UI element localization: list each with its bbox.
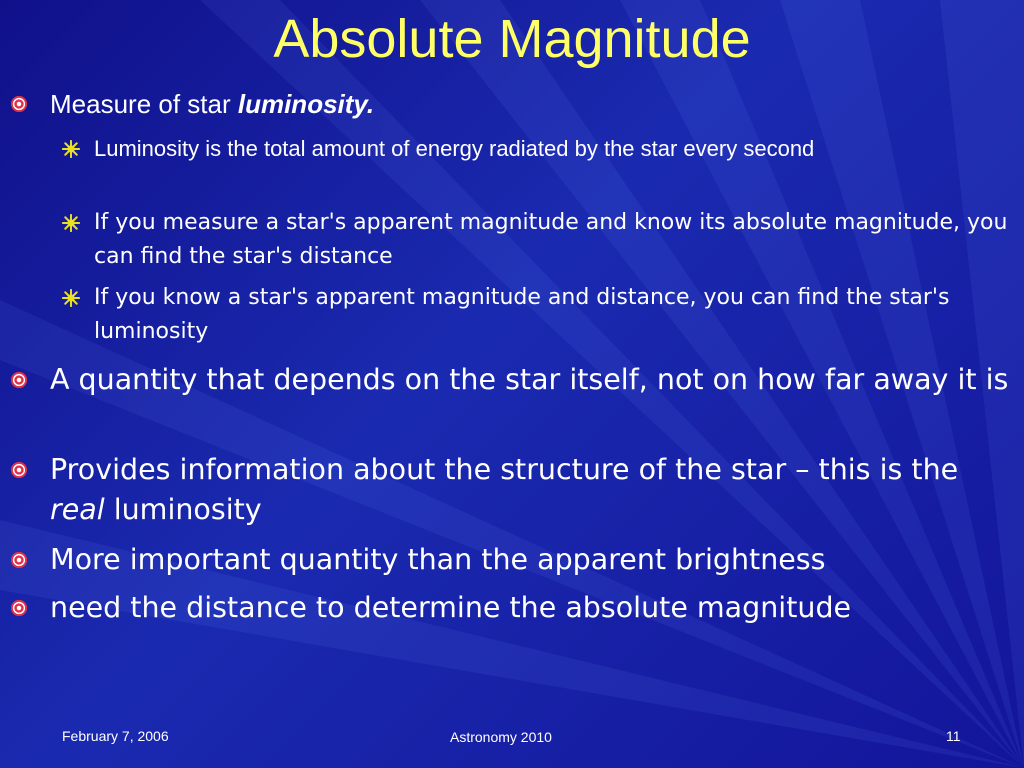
bullet-item — [50, 86, 1010, 122]
bullet-item — [50, 540, 1024, 580]
starburst-bullet-icon — [62, 289, 80, 307]
bullet-text: More important quantity than the apparent brightness — [50, 543, 826, 576]
swirl-bullet-icon — [10, 599, 28, 617]
footer-date: February 7, 2006 — [62, 728, 169, 744]
bullet-text: Provides information about the structure of the star – this is the real luminosity — [50, 453, 959, 526]
slide-title: Absolute Magnitude — [273, 9, 751, 69]
sub-bullet-text: If you measure a star's apparent magnitude and know its absolute magnitude, you can find the star's distance — [94, 210, 1008, 269]
sub-bullet-text: Luminosity is the total amount of energy radiated by the star every second — [94, 136, 815, 161]
footer-course: Astronomy 2010 — [450, 729, 552, 745]
sub-bullet-item — [94, 281, 1014, 349]
bullet-item — [50, 360, 1010, 400]
sub-bullet-item — [94, 206, 1014, 274]
bullet-item — [50, 588, 1024, 628]
sub-bullet-item — [94, 132, 1014, 166]
swirl-bullet-icon — [10, 95, 28, 113]
bullet-item — [50, 450, 1010, 530]
bullet-text: Measure of star luminosity. — [50, 89, 375, 119]
bullet-text: A quantity that depends on the star itself, not on how far away it is — [50, 363, 1009, 396]
swirl-bullet-icon — [10, 461, 28, 479]
swirl-bullet-icon — [10, 551, 28, 569]
starburst-bullet-icon — [62, 214, 80, 232]
bullet-text: need the distance to determine the absolute magnitude — [50, 591, 852, 624]
starburst-bullet-icon — [62, 140, 80, 158]
sub-bullet-text: If you know a star's apparent magnitude and distance, you can find the star's luminosity — [94, 285, 950, 344]
footer-page-number: 11 — [946, 728, 961, 744]
swirl-bullet-icon — [10, 371, 28, 389]
